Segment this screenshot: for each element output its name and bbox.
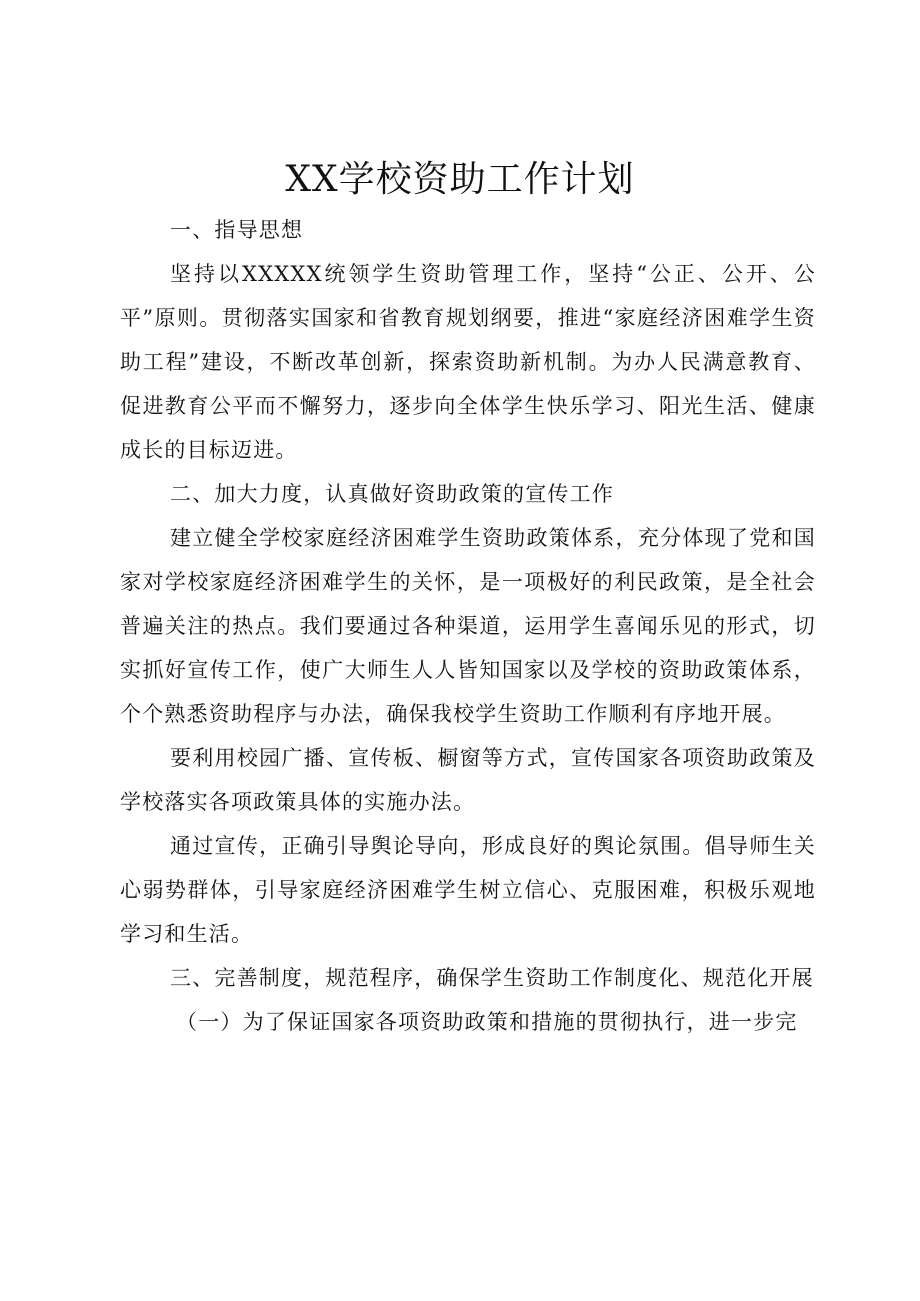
paragraph-publicity-system: 建立健全学校家庭经济困难学生资助政策体系，充分体现了党和国家对学校家庭经济困难学生的关怀，是一项极好的利民政策，是全社会普遍关注的热点。我们要通过各种渠道，运用学生喜闻乐见的形式，切实抓好宣传工作，使广大师生人人皆知国家以及学校的资助政策体系，个个熟悉资助程序与办法，确保我校学生资助工作顺利有序地开展。: [120, 526, 816, 726]
paragraph-publicity-guidance: 通过宣传，正确引导舆论导向，形成良好的舆论氛围。倡导师生关心弱势群体，引导家庭经济困难学生树立信心、克服困难，积极乐观地学习和生活。: [120, 834, 816, 946]
paragraph-publicity-channels: 要利用校园广播、宣传板、橱窗等方式，宣传国家各项资助政策及学校落实各项政策具体的实施办法。: [120, 746, 816, 814]
subsection-paragraph-1: （一）为了保证国家各项资助政策和措施的贯彻执行，进一步完: [176, 1010, 798, 1034]
paragraph-guiding-ideology: 坚持以XXXXX统领学生资助管理工作，坚持“公正、公开、公平”原则。贯彻落实国家和省教育规划纲要，推进“家庭经济困难学生资助工程”建设，不断改革创新，探索资助新机制。为办人民满意教育、促进教育公平而不懈努力，逐步向全体学生快乐学习、阳光生活、健康成长的目标迈进。: [120, 262, 816, 462]
section-heading-system: 三、完善制度，规范程序，确保学生资助工作制度化、规范化开展: [170, 966, 814, 990]
section-heading-guiding-ideology: 一、指导思想: [170, 218, 304, 242]
section-heading-publicity: 二、加大力度，认真做好资助政策的宣传工作: [170, 482, 614, 506]
document-title: XX学校资助工作计划: [285, 159, 635, 200]
document-body: [120, 208, 816, 1044]
